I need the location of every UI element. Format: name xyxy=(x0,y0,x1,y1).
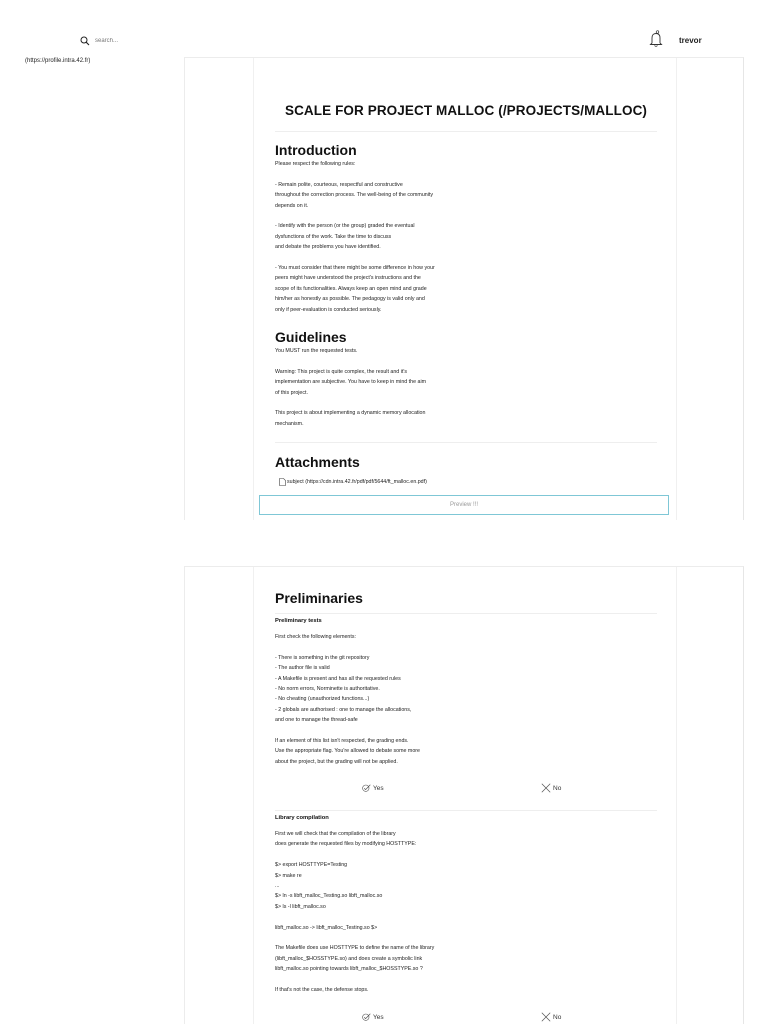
preliminaries-card xyxy=(184,566,744,1024)
search-input[interactable] xyxy=(95,34,215,48)
top-bar xyxy=(0,0,768,56)
question-title: Library compilation xyxy=(275,815,329,821)
no-button[interactable] xyxy=(541,1012,561,1022)
check-icon xyxy=(362,784,371,792)
preview-button[interactable]: Preview !!! xyxy=(259,495,669,515)
question-text: First check the following elements: - There is something in the git repository - The author file is valid - A Makefile is present and has all the requested rules - No norm errors, Norminette is authoritative. - No cheating (unauthorized functions...) - 2 globals are authorised : one to manage the allocations, and one to manage the thread-safe If an element of this list isn't respected, the grading ends. Use the appropriate flag. You're allowed to debate some more about the project, but the grading will not be applied. xyxy=(275,634,421,765)
yes-button[interactable] xyxy=(362,784,384,792)
cross-icon xyxy=(541,783,551,793)
attachments-heading: Attachments xyxy=(275,454,360,470)
introduction-text: Please respect the following rules: - Remain polite, courteous, respectful and constructive throughout the correction process. The well-being of the community depends on it. - Identify with the person (or the group) graded the eventual dysfunctions of the work. Take the time to discuss and debate the problems you have identified. - You must consider that there might be some difference in how your peers might have understood the project's instructions and the scope of its functionalities. Always keep an open mind and grade him/her as honestly as possible. The pedagogy is valid only and only if peer-evaluation is conducted seriously. xyxy=(275,161,435,313)
no-label: No xyxy=(553,784,562,792)
profile-link[interactable]: (https://profile.intra.42.fr) xyxy=(25,58,91,64)
bell-icon[interactable] xyxy=(649,30,663,48)
divider xyxy=(275,810,657,811)
divider xyxy=(275,131,657,132)
question-text: First we will check that the compilation of the library does generate the requested files by modifying HOSTTYPE: $> export HOSTTYPE=Testing $> make re ... $> ln -s libft_malloc_Testing.so libft_malloc.so $> ls -l libft_malloc.so libft_malloc.so -> libft_malloc_Testing.so $> The Makefile does use HOSTTYPE to define the name of the library (libft_malloc_$HOSSTYPE.so) and does create a symbolic link libft_malloc.so pointing towards libft_malloc_$HOSSTYPE.so ? If that's not the case, the defense stops. xyxy=(275,831,435,994)
scale-content xyxy=(275,58,657,521)
yes-button[interactable] xyxy=(362,1013,384,1021)
preliminaries-card-inner xyxy=(253,567,677,1024)
check-icon xyxy=(362,1013,371,1021)
guidelines-heading: Guidelines xyxy=(275,329,347,345)
user-name[interactable]: trevor xyxy=(679,36,702,45)
no-label: No xyxy=(553,1013,562,1021)
preliminaries-heading: Preliminaries xyxy=(275,590,363,606)
scale-card xyxy=(184,57,744,520)
scale-card-inner xyxy=(253,58,677,520)
question-title: Preliminary tests xyxy=(275,618,322,624)
page-title: SCALE FOR PROJECT MALLOC (/PROJECTS/MALLOC) xyxy=(284,103,648,118)
search-icon[interactable] xyxy=(80,36,90,46)
cross-icon xyxy=(541,1012,551,1022)
yes-label: Yes xyxy=(373,1013,384,1021)
introduction-heading: Introduction xyxy=(275,142,357,158)
preliminaries-content xyxy=(275,567,657,1024)
document-icon xyxy=(279,478,286,486)
divider xyxy=(275,613,657,614)
attachment-link[interactable]: subject (https://cdn.intra.42.fr/pdf/pdf/5644/ft_malloc.en.pdf) xyxy=(287,479,427,485)
attachment-item[interactable] xyxy=(279,478,427,486)
yes-label: Yes xyxy=(373,784,384,792)
divider xyxy=(275,442,657,443)
no-button[interactable] xyxy=(541,783,561,793)
guidelines-text: You MUST run the requested tests. Warning: This project is quite complex, the result and it's implementation are subjective. You have to keep in mind the aim of this project. This project is about implementing a dynamic memory allocation mechanism. xyxy=(275,348,427,427)
